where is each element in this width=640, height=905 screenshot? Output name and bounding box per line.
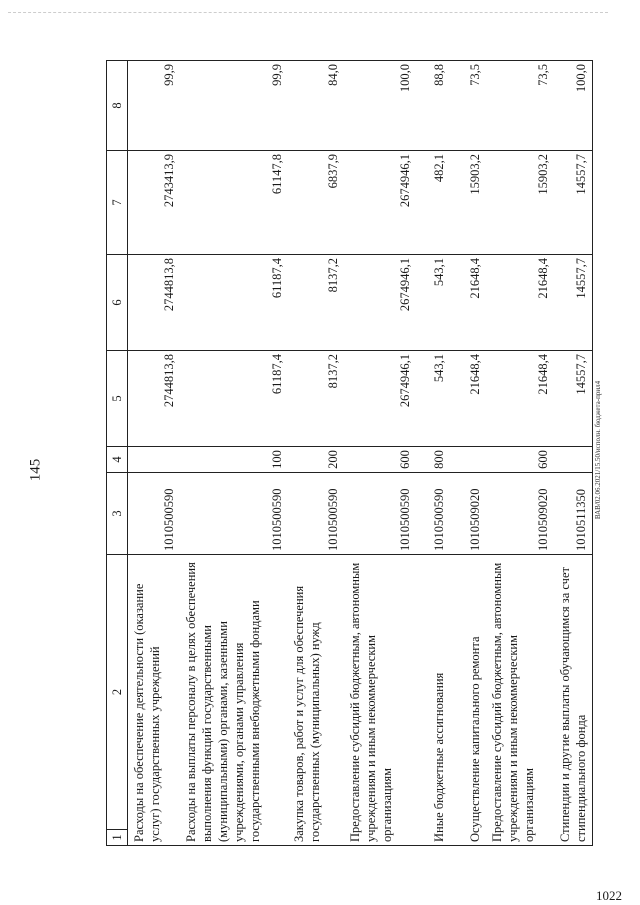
row-col8: 99,9 bbox=[128, 61, 180, 151]
row-col8: 100,0 bbox=[554, 61, 593, 151]
table-row bbox=[486, 61, 554, 846]
row-description: Закупка товаров, работ и услуг для обеспечения государственных (муниципальных) нужд bbox=[288, 555, 344, 846]
row-col5: 14557,7 bbox=[554, 351, 593, 447]
row-col5: 2674946,1 bbox=[344, 351, 416, 447]
table-header-row bbox=[107, 61, 128, 846]
table-row bbox=[288, 61, 344, 846]
row-vr: 800 bbox=[416, 447, 450, 473]
row-code: 1010500590 bbox=[128, 473, 180, 555]
row-code: 1010511350 bbox=[554, 473, 593, 555]
row-col5: 543,1 bbox=[416, 351, 450, 447]
row-col7: 15903,2 bbox=[486, 151, 554, 255]
row-description: Расходы на обеспечение деятельности (оказание услуг) государственных учреждений bbox=[128, 555, 180, 846]
row-vr: 100 bbox=[180, 447, 288, 473]
row-col6: 2674946,1 bbox=[344, 255, 416, 351]
row-vr bbox=[128, 447, 180, 473]
header-col-3: 3 bbox=[107, 473, 128, 555]
footer-page-number: 1022 bbox=[596, 888, 622, 903]
header-col-6: 6 bbox=[107, 255, 128, 351]
row-col6: 21648,4 bbox=[450, 255, 486, 351]
row-col7: 15903,2 bbox=[450, 151, 486, 255]
row-col7: 14557,7 bbox=[554, 151, 593, 255]
row-col6: 8137,2 bbox=[288, 255, 344, 351]
row-code: 1010509020 bbox=[450, 473, 486, 555]
row-col6: 14557,7 bbox=[554, 255, 593, 351]
row-col7: 2674946,1 bbox=[344, 151, 416, 255]
row-col7: 482,1 bbox=[416, 151, 450, 255]
row-col5: 8137,2 bbox=[288, 351, 344, 447]
row-vr bbox=[450, 447, 486, 473]
table-row bbox=[554, 61, 593, 846]
row-description: Стипендии и другие выплаты обучающимся за счет стипендиального фонда bbox=[554, 555, 593, 846]
header-col-4: 4 bbox=[107, 447, 128, 473]
table-row bbox=[450, 61, 486, 846]
header-col-1: 1 bbox=[107, 830, 128, 846]
row-col6: 2744813,8 bbox=[128, 255, 180, 351]
row-code: 1010500590 bbox=[416, 473, 450, 555]
row-col6: 21648,4 bbox=[486, 255, 554, 351]
row-description: Предоставление субсидий бюджетным, автономным учреждениям и иным некоммерческим организациям bbox=[486, 555, 554, 846]
row-col5: 21648,4 bbox=[486, 351, 554, 447]
row-col5: 21648,4 bbox=[450, 351, 486, 447]
row-description: Иные бюджетные ассигнования bbox=[416, 555, 450, 846]
row-vr bbox=[554, 447, 593, 473]
row-col8: 73,5 bbox=[486, 61, 554, 151]
side-stamp: ВАВ/02.06.2021/15.50/исполн. бюджета-прил4 bbox=[594, 380, 602, 520]
row-col7: 61147,8 bbox=[180, 151, 288, 255]
row-code: 1010509020 bbox=[486, 473, 554, 555]
row-col8: 73,5 bbox=[450, 61, 486, 151]
row-code: 1010500590 bbox=[288, 473, 344, 555]
row-col8: 88,8 bbox=[416, 61, 450, 151]
row-description: Расходы на выплаты персоналу в целях обеспечения выполнения функций государственными (муниципальными) органами, казенными учреждениями, органами управления государственными внебюджетными фондами bbox=[180, 555, 288, 846]
row-col8: 99,9 bbox=[180, 61, 288, 151]
header-col-7: 7 bbox=[107, 151, 128, 255]
rotated-page-content bbox=[106, 61, 588, 846]
row-col7: 2743413,9 bbox=[128, 151, 180, 255]
scan-edge-artifact bbox=[8, 12, 608, 17]
row-vr: 200 bbox=[288, 447, 344, 473]
row-vr: 600 bbox=[344, 447, 416, 473]
table-row bbox=[180, 61, 288, 846]
header-col-5: 5 bbox=[107, 351, 128, 447]
row-description: Предоставление субсидий бюджетным, автономным учреждениям и иным некоммерческим организациям bbox=[344, 555, 416, 846]
budget-table bbox=[106, 60, 593, 846]
row-col5: 2744813,8 bbox=[128, 351, 180, 447]
row-col6: 543,1 bbox=[416, 255, 450, 351]
row-col8: 84,0 bbox=[288, 61, 344, 151]
row-col8: 100,0 bbox=[344, 61, 416, 151]
header-col-8: 8 bbox=[107, 61, 128, 151]
header-col-2: 2 bbox=[107, 555, 128, 830]
row-col6: 61187,4 bbox=[180, 255, 288, 351]
row-code: 1010500590 bbox=[180, 473, 288, 555]
row-col7: 6837,9 bbox=[288, 151, 344, 255]
table-row bbox=[128, 61, 180, 846]
row-vr: 600 bbox=[486, 447, 554, 473]
table-row bbox=[416, 61, 450, 846]
row-code: 1010500590 bbox=[344, 473, 416, 555]
row-description: Осуществление капитального ремонта bbox=[450, 555, 486, 846]
row-col5: 61187,4 bbox=[180, 351, 288, 447]
page-number: 145 bbox=[27, 458, 44, 482]
table-row bbox=[344, 61, 416, 846]
